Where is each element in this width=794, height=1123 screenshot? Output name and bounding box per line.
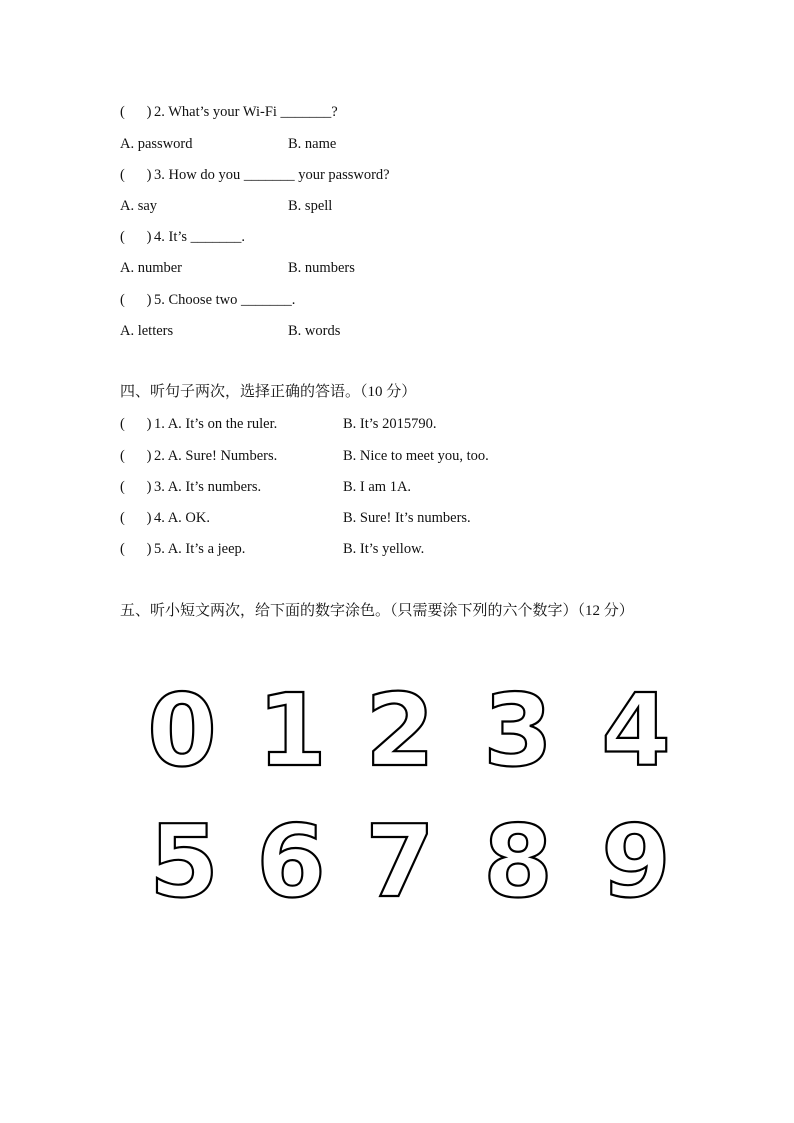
digit-8[interactable]: 8 <box>483 803 553 920</box>
q3-item-2 <box>120 103 338 121</box>
answer-paren[interactable]: ( ) <box>120 167 152 183</box>
digit-6[interactable]: 6 <box>256 803 326 920</box>
q4-item-2 <box>120 447 277 465</box>
q3-item-4-option-a: A. number <box>120 260 183 276</box>
digit-3[interactable]: 3 <box>483 672 553 789</box>
q4-item-1-option-b: B. It’s 2015790. <box>343 416 437 432</box>
q3-item-5-option-b: B. words <box>288 323 341 339</box>
digit-4[interactable]: 4 <box>601 672 671 789</box>
question-text: 3. How do you _______ your password? <box>154 167 390 183</box>
q3-item-2-option-a: A. password <box>120 136 193 152</box>
q3-item-5 <box>120 291 295 309</box>
question-text: 4. It’s _______. <box>154 229 246 245</box>
digit-5[interactable]: 5 <box>149 803 219 920</box>
q4-item-5-option-b: B. It’s yellow. <box>343 541 425 557</box>
option-a: 3. A. It’s numbers. <box>154 479 262 495</box>
q4-item-3 <box>120 478 261 496</box>
section5-title: 五、听小短文两次，给下面的数字涂色。（只需要涂下列的六个数字）（12 分） <box>120 603 634 619</box>
q3-item-3 <box>120 166 390 184</box>
answer-paren[interactable]: ( ) <box>120 479 152 495</box>
q3-item-3-option-b: B. spell <box>288 198 333 214</box>
q3-item-4 <box>120 228 245 246</box>
digit-9[interactable]: 9 <box>601 803 671 920</box>
q3-item-3-option-a: A. say <box>120 198 158 214</box>
q4-item-3-option-b: B. I am 1A. <box>343 479 412 495</box>
q3-item-2-option-b: B. name <box>288 136 337 152</box>
question-text: 5. Choose two _______. <box>154 292 296 308</box>
q4-item-1 <box>120 415 277 433</box>
outlined-digits <box>0 660 794 930</box>
answer-paren[interactable]: ( ) <box>120 229 152 245</box>
digit-1[interactable]: 1 <box>257 672 327 789</box>
q4-item-4 <box>120 509 210 527</box>
answer-paren[interactable]: ( ) <box>120 416 152 432</box>
answer-paren[interactable]: ( ) <box>120 541 152 557</box>
q4-item-4-option-b: B. Sure! It’s numbers. <box>343 510 471 526</box>
digit-7[interactable]: 7 <box>365 803 435 920</box>
answer-paren[interactable]: ( ) <box>120 104 152 120</box>
digit-2[interactable]: 2 <box>365 672 435 789</box>
digit-0[interactable]: 0 <box>147 672 217 789</box>
q3-item-4-option-b: B. numbers <box>288 260 355 276</box>
option-a: 4. A. OK. <box>154 510 210 526</box>
q3-item-5-option-a: A. letters <box>120 323 174 339</box>
answer-paren[interactable]: ( ) <box>120 510 152 526</box>
question-text: 2. What’s your Wi-Fi _______? <box>154 104 338 120</box>
q4-item-5 <box>120 540 245 558</box>
answer-paren[interactable]: ( ) <box>120 292 152 308</box>
section4-title: 四、听句子两次，选择正确的答语。（10 分） <box>120 384 417 400</box>
option-a: 5. A. It’s a jeep. <box>154 541 246 557</box>
q4-item-2-option-b: B. Nice to meet you, too. <box>343 448 489 464</box>
option-a: 1. A. It’s on the ruler. <box>154 416 278 432</box>
answer-paren[interactable]: ( ) <box>120 448 152 464</box>
option-a: 2. A. Sure! Numbers. <box>154 448 278 464</box>
